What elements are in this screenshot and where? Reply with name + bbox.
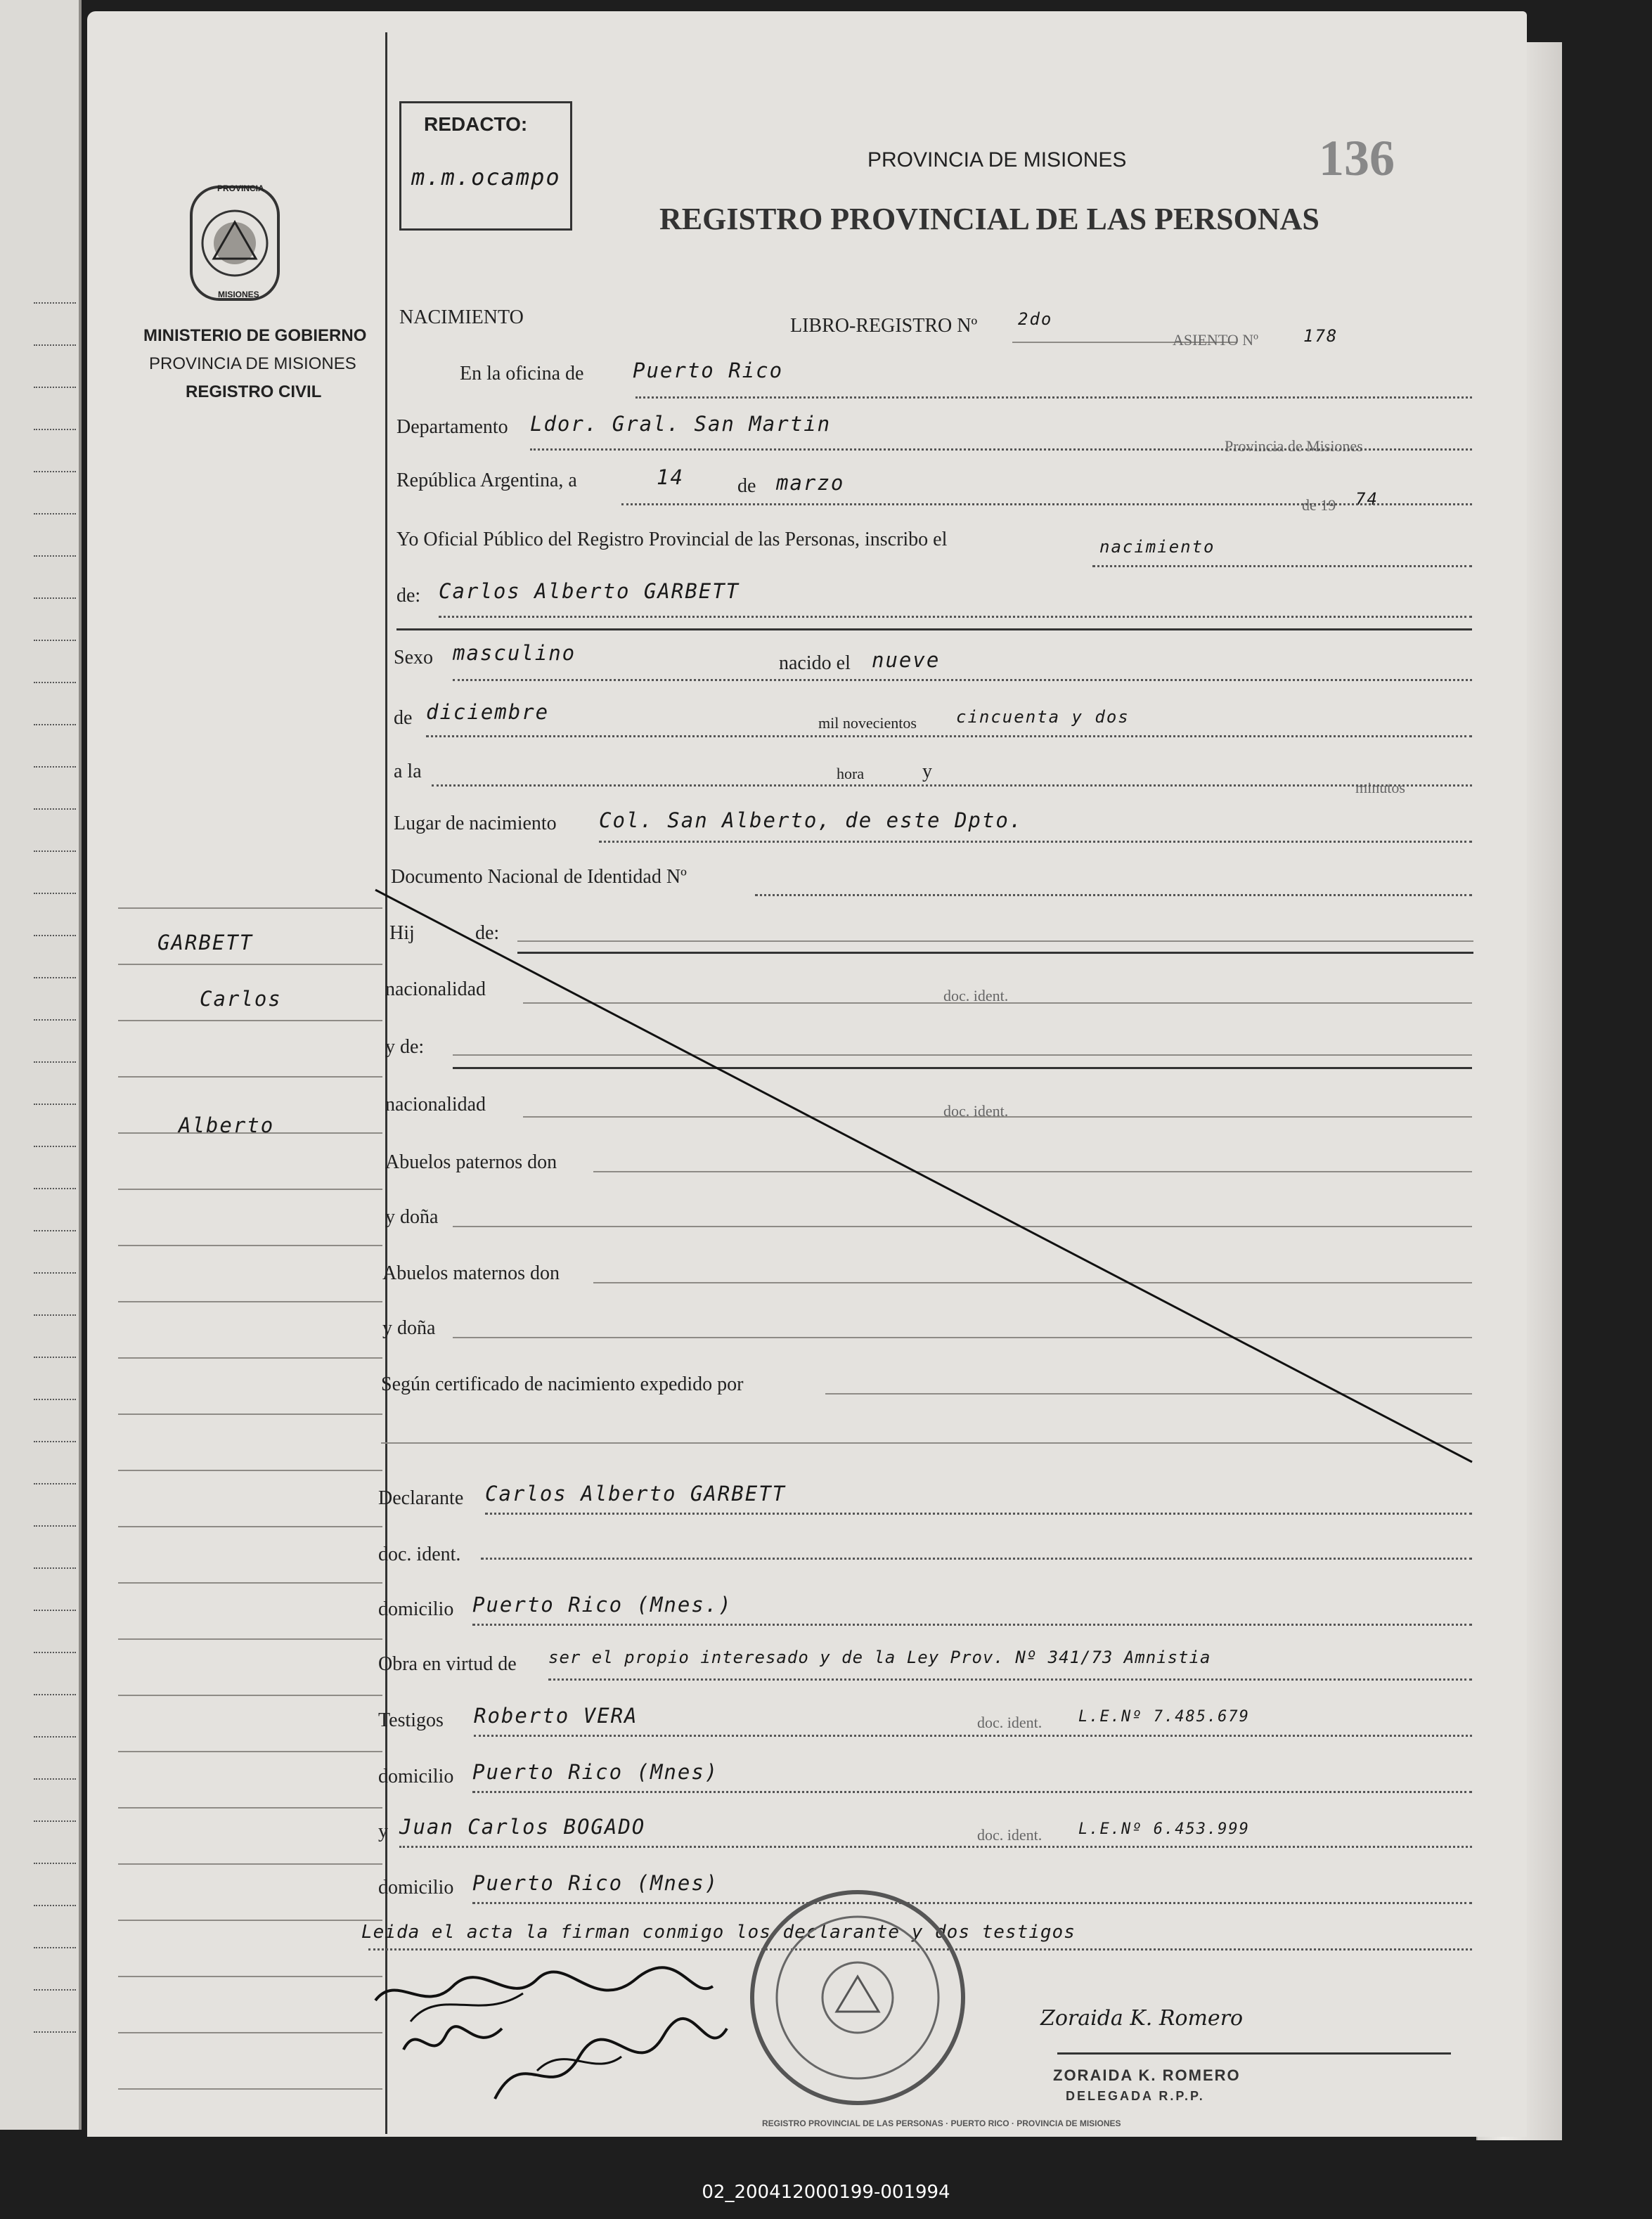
- record-type: NACIMIENTO: [399, 306, 524, 328]
- testigo2-signature-icon: [481, 2014, 734, 2113]
- obra-value: ser el propio interesado y de la Ley Prov. Nº 341/73 Amnistia: [548, 1648, 1211, 1667]
- year-label: de 19: [1302, 496, 1336, 514]
- domicilio2-label: domicilio: [378, 1766, 454, 1787]
- y-de-label: y de:: [385, 1036, 425, 1058]
- seal-top-text: PROVINCIA: [217, 183, 264, 193]
- person-name: Carlos Alberto GARBETT: [439, 579, 740, 603]
- asiento-label: ASIENTO Nº: [1173, 331, 1258, 349]
- margin-name2: Alberto: [179, 1113, 275, 1137]
- obra-label: Obra en virtud de: [378, 1653, 517, 1675]
- margin-name1: Carlos: [200, 987, 282, 1011]
- seal-bottom-text: MISIONES: [218, 290, 259, 299]
- stamp-text: REGISTRO PROVINCIAL DE LAS PERSONAS · PUERTO RICO · PROVINCIA DE MISIONES: [762, 2118, 1121, 2128]
- testigo1-dom: Puerto Rico (Mnes): [472, 1760, 719, 1784]
- dni-label: Documento Nacional de Identidad Nº: [391, 866, 687, 888]
- lugar-label: Lugar de nacimiento: [394, 813, 557, 834]
- nacionalidad-label: nacionalidad: [385, 978, 486, 1000]
- ala-label: a la: [394, 761, 422, 782]
- birth-month: diciembre: [426, 700, 550, 724]
- certificado-label: Según certificado de nacimiento expedido por: [381, 1373, 744, 1395]
- oficial-signature: Zoraida K. Romero: [1040, 2006, 1244, 2031]
- departamento-value: Ldor. Gral. San Martin: [530, 412, 832, 436]
- abuelos-paternos-label: Abuelos paternos don: [385, 1151, 557, 1173]
- birth-year-words: cincuenta y dos: [956, 707, 1130, 727]
- testigo1-name: Roberto VERA: [474, 1704, 638, 1728]
- sexo-value: masculino: [453, 641, 576, 665]
- sexo-label: Sexo: [394, 647, 433, 668]
- de-label: de: [737, 475, 756, 497]
- cross-out-line: [87, 11, 1527, 2137]
- hijo-de-label: de:: [475, 922, 500, 944]
- hora-label: hora: [837, 765, 865, 782]
- departamento-label: Departamento: [396, 416, 508, 438]
- ministry-line1: MINISTERIO DE GOBIERNO: [143, 326, 367, 345]
- libro-label: LIBRO-REGISTRO Nº: [790, 315, 978, 337]
- mil-label: mil novecientos: [818, 714, 917, 732]
- page-number: 136: [1319, 130, 1395, 186]
- declarante-value: Carlos Alberto GARBETT: [485, 1482, 787, 1506]
- hijo-label: Hij: [389, 922, 415, 944]
- republica-label: República Argentina, a: [396, 470, 577, 491]
- left-page-edge: [0, 0, 82, 2130]
- y-dona-label: y doña: [385, 1206, 439, 1228]
- testigo2-dom: Puerto Rico (Mnes): [472, 1871, 719, 1895]
- provincia-suffix: Provincia de Misiones: [1225, 437, 1363, 455]
- asiento-value: 178: [1303, 326, 1338, 346]
- closing-text: Leida el acta la firman conmigo los declarante y dos testigos: [361, 1922, 1076, 1943]
- domicilio-value: Puerto Rico (Mnes.): [472, 1593, 733, 1617]
- doc-ident3-label: doc. ident.: [378, 1544, 461, 1565]
- year-value: 74: [1355, 489, 1379, 509]
- testigo2-name: Juan Carlos BOGADO: [399, 1815, 646, 1839]
- redacto-signature: m.m.ocampo: [411, 164, 561, 190]
- redacto-label: REDACTO:: [424, 113, 528, 135]
- ministry-line2: PROVINCIA DE MISIONES: [149, 354, 356, 373]
- day-value: 14: [657, 465, 684, 489]
- y-label: y: [922, 761, 932, 782]
- oficial-text: Yo Oficial Público del Registro Provincial de las Personas, inscribo el: [396, 529, 948, 550]
- registry-header: REGISTRO PROVINCIAL DE LAS PERSONAS: [659, 202, 1319, 236]
- testigos-label: Testigos: [378, 1709, 444, 1731]
- declarante-label: Declarante: [378, 1487, 464, 1509]
- nacionalidad2-label: nacionalidad: [385, 1094, 486, 1115]
- testigo1-doc-label: doc. ident.: [977, 1714, 1043, 1731]
- province-header: PROVINCIA DE MISIONES: [867, 148, 1127, 172]
- domicilio-label: domicilio: [378, 1598, 454, 1620]
- testigo1-doc: L.E.Nº 7.485.679: [1078, 1708, 1250, 1726]
- oficial-value: nacimiento: [1099, 537, 1215, 557]
- nacido-label: nacido el: [779, 652, 851, 674]
- de2-label: de: [394, 707, 413, 729]
- doc-ident2-label: doc. ident.: [943, 1102, 1009, 1120]
- ministry-line3: REGISTRO CIVIL: [186, 382, 322, 401]
- registry-page: [87, 11, 1527, 2137]
- testigo2-doc-label: doc. ident.: [977, 1826, 1043, 1844]
- abuelos-maternos-label: Abuelos maternos don: [382, 1262, 560, 1284]
- testigo2-doc: L.E.Nº 6.453.999: [1078, 1820, 1250, 1838]
- oficina-value: Puerto Rico: [633, 358, 784, 382]
- lugar-value: Col. San Alberto, de este Dpto.: [599, 808, 1024, 832]
- doc-ident-label: doc. ident.: [943, 987, 1009, 1004]
- month-value: marzo: [776, 471, 845, 495]
- image-id-footer: 02_200412000199-001994: [702, 2182, 950, 2203]
- minutos-label: minutos: [1355, 779, 1405, 796]
- oficial-stamp-title: DELEGADA R.P.P.: [1066, 2089, 1205, 2103]
- nacido-value: nueve: [872, 648, 941, 672]
- y-dona2-label: y doña: [382, 1317, 436, 1339]
- de-name-label: de:: [396, 585, 421, 607]
- oficina-label: En la oficina de: [460, 363, 584, 384]
- domicilio3-label: domicilio: [378, 1877, 454, 1898]
- y2-label: y: [378, 1820, 388, 1842]
- margin-surname: GARBETT: [157, 931, 254, 955]
- libro-value: 2do: [1018, 309, 1053, 329]
- oficial-stamp-name: ZORAIDA K. ROMERO: [1053, 2066, 1241, 2084]
- official-round-stamp-icon: [745, 1885, 970, 2110]
